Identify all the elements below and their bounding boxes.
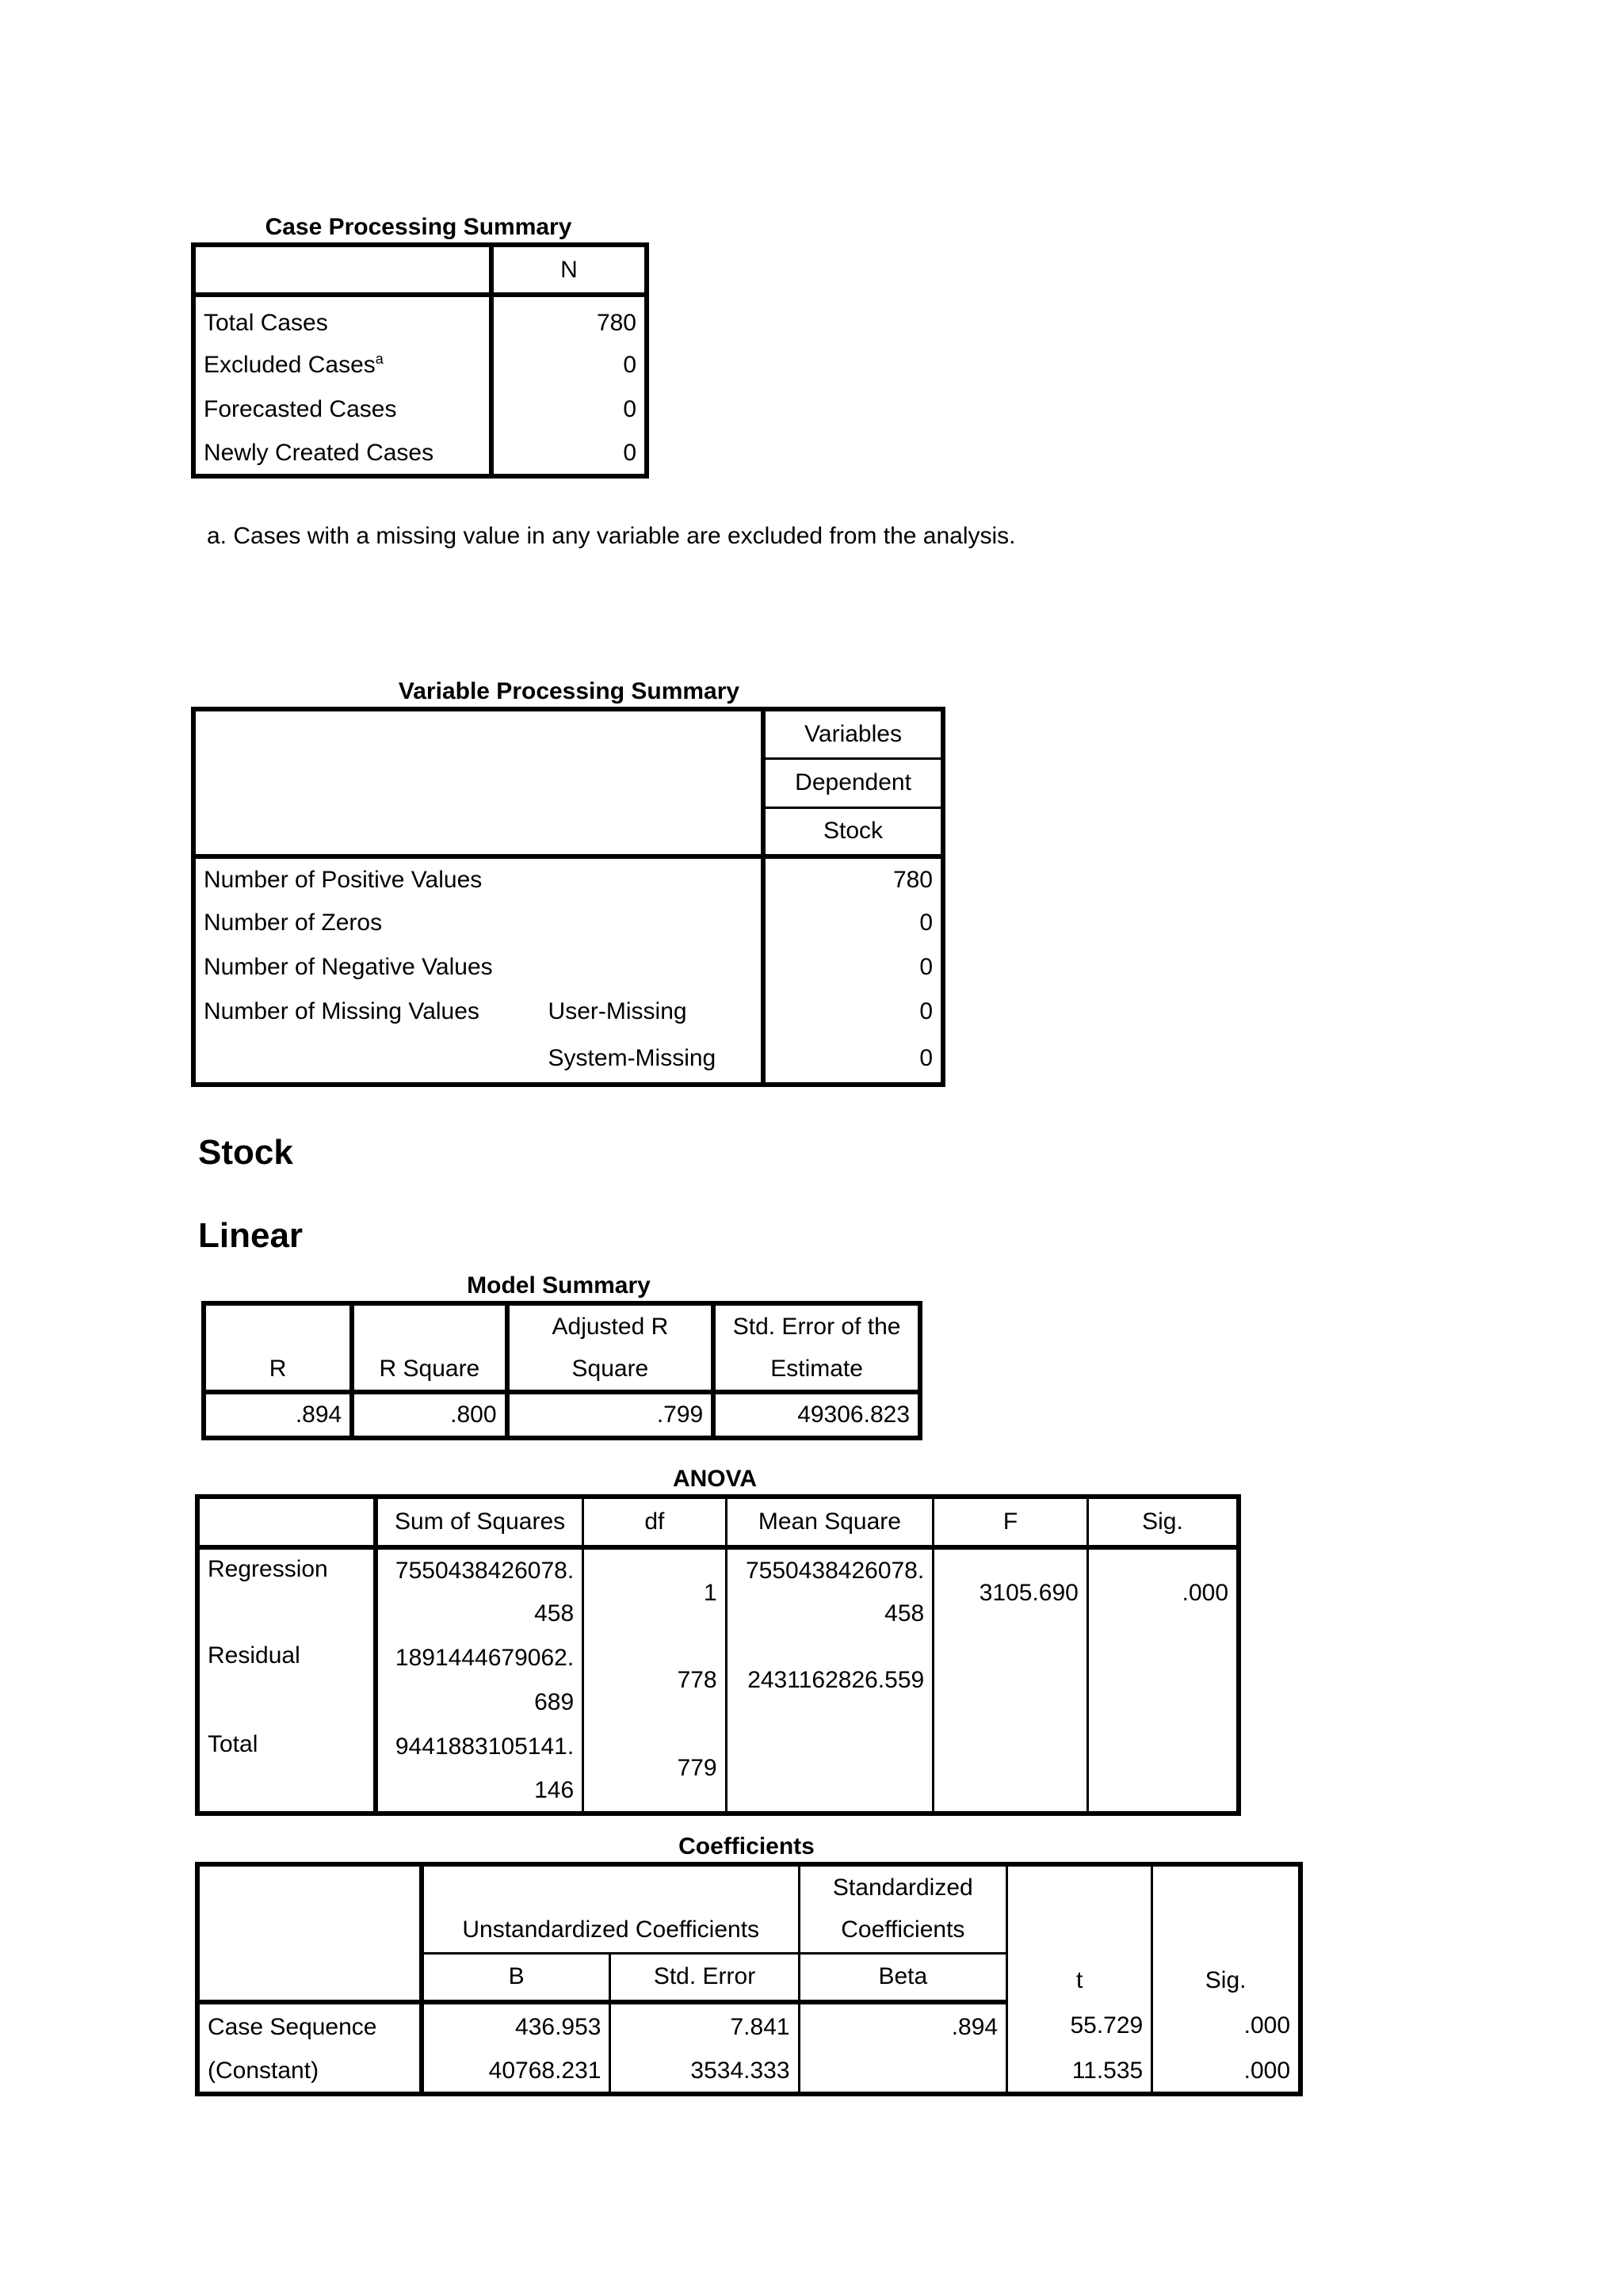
variables-header: Variables bbox=[763, 709, 943, 758]
row-label-forecasted-cases: Forecasted Cases bbox=[204, 396, 397, 422]
r-square-value: .800 bbox=[352, 1392, 506, 1438]
value-forecasted-cases: 0 bbox=[491, 387, 647, 432]
sum-of-squares-header: Sum of Squares bbox=[376, 1497, 583, 1547]
r-header: R bbox=[269, 1355, 287, 1382]
footnote-marker: a bbox=[375, 351, 384, 367]
row-label-case-sequence: Case Sequence bbox=[208, 2013, 377, 2040]
standardized-header-line2: Coefficients bbox=[799, 1909, 1007, 1953]
coefficients-title: Coefficients bbox=[678, 1833, 815, 1859]
mean-square-header: Mean Square bbox=[726, 1497, 934, 1547]
case-sequence-b: 436.953 bbox=[422, 2002, 610, 2050]
df-header: df bbox=[583, 1497, 726, 1547]
std-error-header: Std. Error of the bbox=[713, 1303, 920, 1348]
b-header: B bbox=[422, 1953, 610, 2002]
case-sequence-beta: .894 bbox=[799, 2002, 1007, 2050]
row-label-total: Total bbox=[208, 1731, 258, 1757]
constant-beta bbox=[799, 2050, 1007, 2094]
residual-ms: 2431162826.559 bbox=[726, 1636, 934, 1725]
row-label-regression: Regression bbox=[208, 1556, 328, 1582]
standardized-header-line1: Standardized bbox=[799, 1864, 1007, 1909]
regression-df: 1 bbox=[583, 1547, 726, 1636]
regression-ss-line2: 458 bbox=[376, 1592, 583, 1636]
case-processing-title: Case Processing Summary bbox=[265, 214, 572, 240]
row-label-zeros: Number of Zeros bbox=[204, 910, 383, 936]
case-sequence-sig: .000 bbox=[1152, 2002, 1300, 2050]
r-square-header: R Square bbox=[352, 1348, 506, 1392]
case-processing-footnote: a. Cases with a missing value in any variable are excluded from the analysis. bbox=[207, 523, 1016, 549]
value-system-missing: 0 bbox=[763, 1034, 943, 1085]
regression-sig: .000 bbox=[1087, 1547, 1239, 1636]
std-error-value: 49306.823 bbox=[713, 1392, 920, 1438]
residual-df: 778 bbox=[583, 1636, 726, 1725]
regression-ms-line1: 7550438426078. bbox=[726, 1547, 934, 1592]
anova-title: ANOVA bbox=[672, 1466, 758, 1492]
row-label-excluded-cases: Excluded Cases$^a$ bbox=[204, 351, 384, 378]
value-excluded-cases: 0 bbox=[491, 343, 647, 387]
row-label-newly-created-cases: Newly Created Cases bbox=[204, 439, 434, 466]
model-summary-table: Adjusted R Std. Error of the R R Square Square Estimate .894 .800 .799 49306.823 bbox=[201, 1301, 922, 1440]
row-label-negative-values: Number of Negative Values bbox=[204, 954, 493, 980]
constant-t: 11.535 bbox=[1007, 2050, 1152, 2094]
row-label-positive-values: Number of Positive Values bbox=[204, 866, 483, 893]
sig-header: Sig. bbox=[1087, 1497, 1239, 1547]
residual-ss-line2: 689 bbox=[376, 1680, 583, 1725]
case-sequence-t: 55.729 bbox=[1007, 2002, 1152, 2050]
t-header: t bbox=[1075, 1967, 1083, 1993]
section-heading-stock: Stock bbox=[198, 1133, 293, 1172]
coef-sig-header: Sig. bbox=[1205, 1967, 1247, 1993]
value-user-missing: 0 bbox=[763, 990, 943, 1034]
residual-ss-line1: 1891444679062. bbox=[376, 1636, 583, 1680]
total-ss-line2: 146 bbox=[376, 1769, 583, 1814]
model-summary-title: Model Summary bbox=[467, 1272, 651, 1299]
row-label-residual: Residual bbox=[208, 1642, 300, 1669]
value-newly-created-cases: 0 bbox=[491, 432, 647, 476]
value-negative-values: 0 bbox=[763, 945, 943, 990]
adjusted-r-header: Adjusted R bbox=[507, 1303, 714, 1348]
constant-b: 40768.231 bbox=[422, 2050, 610, 2094]
f-header: F bbox=[934, 1497, 1088, 1547]
case-sequence-se: 7.841 bbox=[610, 2002, 799, 2050]
total-df: 779 bbox=[583, 1725, 726, 1814]
adjusted-r-square-value: .799 bbox=[507, 1392, 714, 1438]
constant-se: 3534.333 bbox=[610, 2050, 799, 2094]
constant-sig: .000 bbox=[1152, 2050, 1300, 2094]
anova-table bbox=[195, 1494, 1241, 1816]
row-label-missing-values: Number of Missing Values bbox=[204, 998, 479, 1024]
row-label-total-cases: Total Cases bbox=[204, 310, 328, 336]
value-zeros: 0 bbox=[763, 901, 943, 945]
beta-header: Beta bbox=[799, 1953, 1007, 2002]
total-ss-line1: 9441883105141. bbox=[376, 1725, 583, 1769]
user-missing-label: User-Missing bbox=[548, 998, 687, 1024]
r-value: .894 bbox=[295, 1402, 342, 1428]
case-processing-table bbox=[191, 242, 649, 479]
n-column-header: N bbox=[491, 245, 647, 295]
row-label-constant: (Constant) bbox=[208, 2057, 319, 2084]
regression-ss-line1: 7550438426078. bbox=[376, 1547, 583, 1592]
std-error-coef-header: Std. Error bbox=[610, 1953, 799, 2002]
system-missing-label: System-Missing bbox=[548, 1044, 716, 1071]
variable-processing-table bbox=[191, 707, 945, 1087]
value-positive-values: 780 bbox=[763, 856, 943, 901]
value-total-cases: 780 bbox=[491, 295, 647, 343]
unstandardized-group-header: Unstandardized Coefficients bbox=[422, 1909, 799, 1953]
coefficients-table bbox=[195, 1862, 1303, 2096]
section-heading-linear: Linear bbox=[198, 1216, 304, 1255]
dependent-header: Dependent bbox=[763, 758, 943, 807]
variable-processing-title: Variable Processing Summary bbox=[398, 678, 740, 704]
regression-f: 3105.690 bbox=[934, 1547, 1088, 1636]
regression-ms-line2: 458 bbox=[726, 1592, 934, 1636]
stock-header: Stock bbox=[763, 807, 943, 856]
